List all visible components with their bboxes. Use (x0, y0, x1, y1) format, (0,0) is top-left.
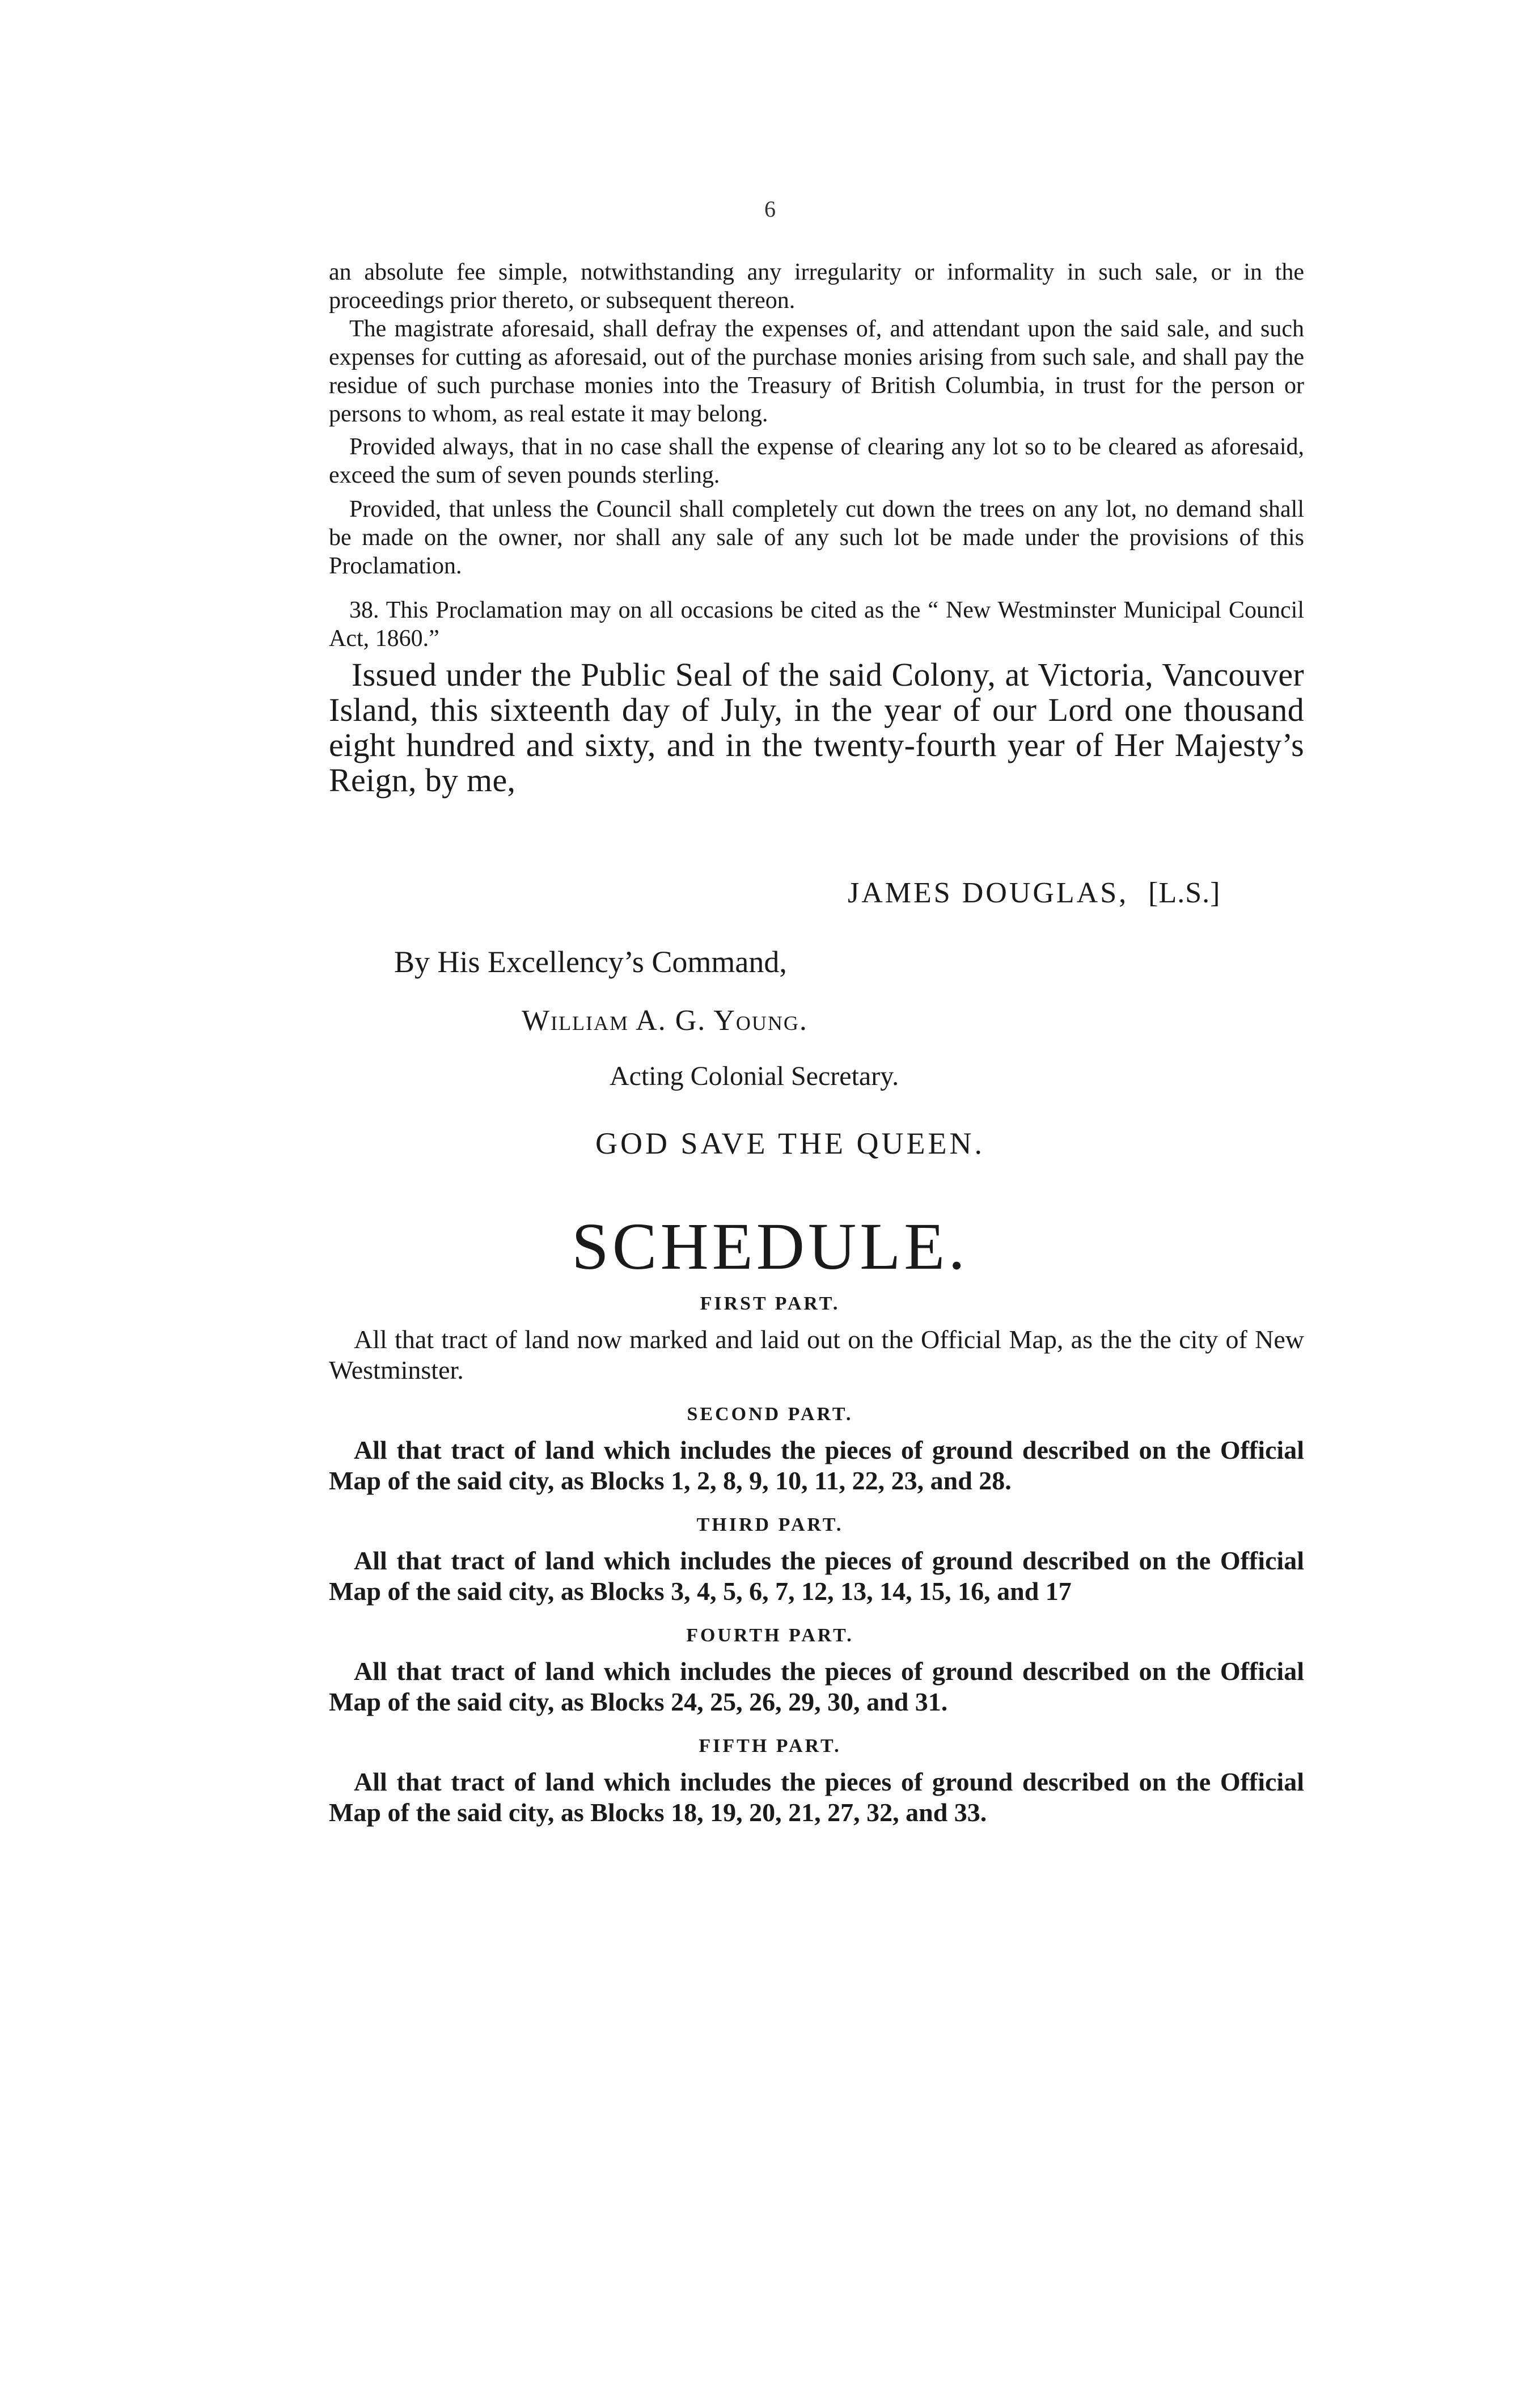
schedule-part-heading: FIRST PART. (700, 1293, 840, 1314)
schedule-part-text (329, 1545, 1304, 1607)
paragraph-magistrate-expenses: The magistrate aforesaid, shall defray the expenses of, and attendant upon the said sale, and such expenses for cutting as aforesaid, out of the purchase monies arising from such sale, and shall pay the residue of such purchase monies into the Treasury of British Columbia, in trust for the person or persons to whom, as real estate it may belong. (329, 316, 1304, 427)
command-line: By His Excellency’s Command, (394, 945, 787, 979)
schedule-part-body: All that tract of land which includes the pieces of ground described on the Official Map of the said city, as Blocks 1, 2, 8, 9, 10, 11, 22, 23, and 28. (329, 1435, 1304, 1495)
paragraph-fee-simple: an absolute fee simple, notwithstanding any irregularity or informality in such sale, or in the proceedings prior thereto, or subsequent thereon. (329, 259, 1304, 314)
god-save-the-queen: GOD SAVE THE QUEEN. (595, 1126, 985, 1160)
schedule-part-body: All that tract of land which includes the pieces of ground described on the Official Map of the said city, as Blocks 24, 25, 26, 29, 30, and 31. (329, 1657, 1304, 1716)
schedule-part-heading: SECOND PART. (687, 1404, 853, 1425)
schedule-part-text (329, 1767, 1304, 1828)
proclamation-text (329, 258, 1304, 798)
schedule-part-heading: FIFTH PART. (699, 1735, 841, 1756)
paragraph-citation: 38. This Proclamation may on all occasions be cited as the “ New Westminster Municipal Council Act, 1860.” (329, 597, 1304, 652)
paragraph-provided-always: Provided always, that in no case shall the expense of clearing any lot so to be cleared as aforesaid, exceed the sum of seven pounds sterling. (329, 434, 1304, 488)
schedule-title: SCHEDULE. (572, 1209, 968, 1283)
signature-governor (848, 876, 1301, 910)
governor-name: JAMES DOUGLAS, (848, 877, 1129, 909)
schedule-part-heading: FOURTH PART. (686, 1625, 854, 1646)
schedule-part-text (329, 1324, 1304, 1386)
schedule-part-body: All that tract of land now marked and laid out on the Official Map, as the the city of New Westminster. (329, 1325, 1304, 1384)
schedule-part-heading: THIRD PART. (696, 1514, 844, 1535)
schedule-part-text (329, 1656, 1304, 1717)
page-number: 6 (764, 196, 776, 222)
schedule-part-text (329, 1435, 1304, 1496)
paragraph-issued-under-seal: Issued under the Public Seal of the said Colony, at Victoria, Vancouver Island, this sixteenth day of July, in the year of our Lord one thousand eight hundred and sixty, and in the twenty-fourth year of Her Majesty’s Reign, by me, (329, 656, 1304, 799)
seal-mark: [L.S.] (1148, 877, 1221, 909)
secretary-name: William A. G. Young. (522, 1004, 808, 1037)
paragraph-provided-council: Provided, that unless the Council shall completely cut down the trees on any lot, no demand shall be made on the owner, nor shall any sale of any such lot be made under the provisions of this Proclamation. (329, 496, 1304, 579)
secretary-title: Acting Colonial Secretary. (610, 1061, 899, 1091)
schedule-part-body: All that tract of land which includes the pieces of ground described on the Official Map of the said city, as Blocks 18, 19, 20, 21, 27, 32, and 33. (329, 1767, 1304, 1827)
schedule-part-body: All that tract of land which includes the pieces of ground described on the Official Map of the said city, as Blocks 3, 4, 5, 6, 7, 12, 13, 14, 15, 16, and 17 (329, 1546, 1304, 1606)
